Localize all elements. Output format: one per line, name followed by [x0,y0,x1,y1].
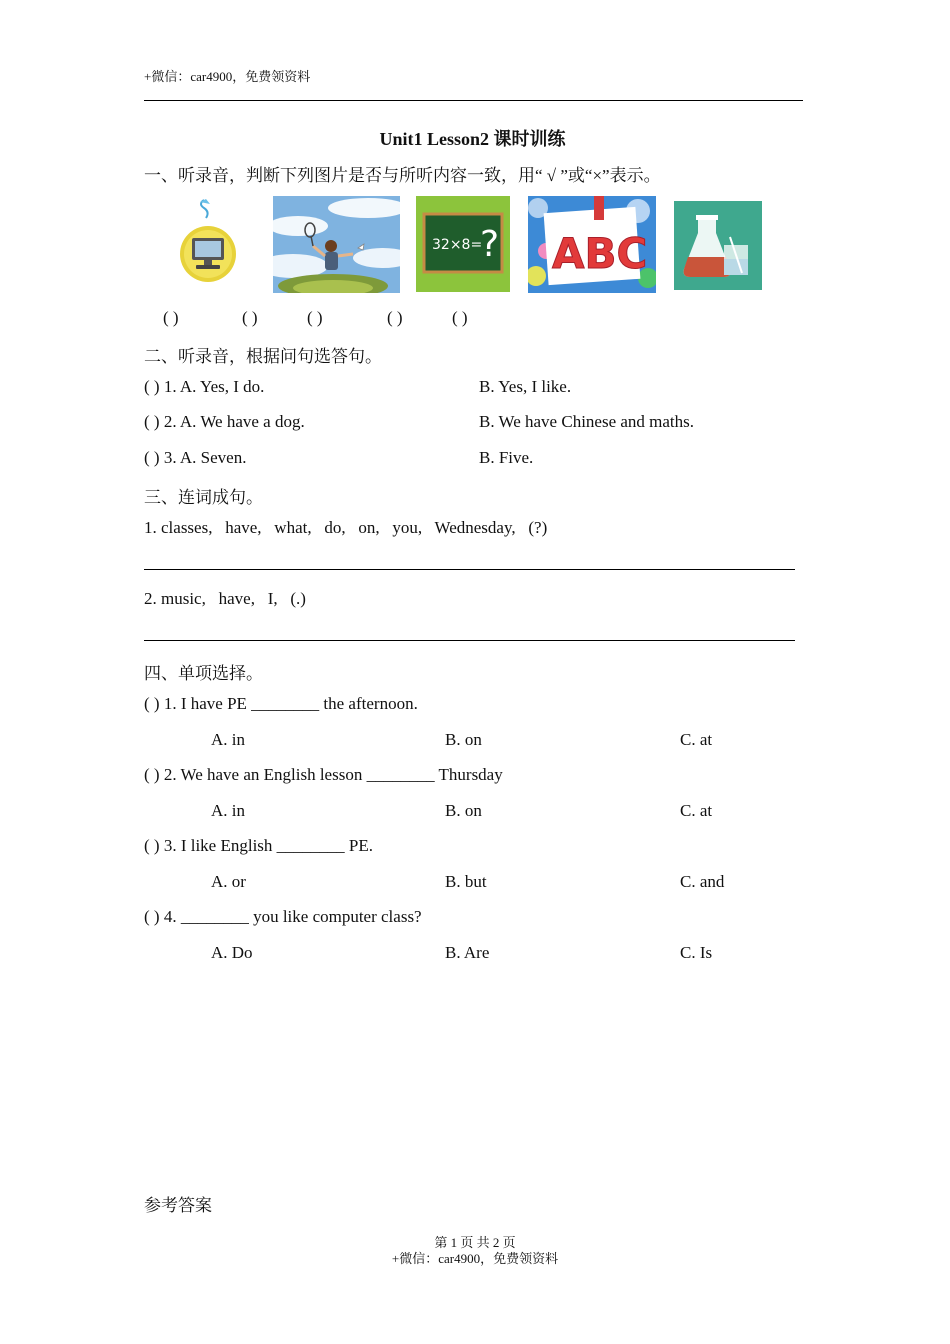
s4-q3-option-b: B. but [445,872,487,891]
s3-q1-words: 1. classes, have, what, do, on, you, Wednesday, (?) [144,518,548,537]
s4-q1-question: ( ) 1. I have PE ________ the afternoon. [144,694,418,713]
s4-q2-option-b: B. on [445,801,482,820]
answers-heading: 参考答案 [144,1196,212,1215]
footer-page-number: 第 1 页 共 2 页 [434,1235,516,1250]
header-wechat: +微信：car4900，免费领资料 [144,69,311,84]
s3-q2-words: 2. music, have, I, (.) [144,589,306,608]
page-title: Unit1 Lesson2 课时训练 [379,129,566,149]
section1-heading: 一、听录音，判断下列图片是否与所听内容一致，用“ √ ”或“×”表示。 [144,166,661,185]
computer-icon [176,196,240,288]
abc-letters [528,196,656,293]
s4-q2-question: ( ) 2. We have an English lesson ________ Thursday [144,765,503,784]
section2-heading: 二、听录音，根据问句选答句。 [144,347,382,366]
s4-q3-question: ( ) 3. I like English ________ PE. [144,836,374,855]
badminton-player [273,196,400,293]
s4-q1-option-b: B. on [445,730,482,749]
section4-heading: 四、单项选择。 [144,664,263,683]
s3-q1-answer-line[interactable] [144,569,795,570]
s2-q2-option-a: ( ) 2. A. We have a dog. [144,412,305,431]
abc-text: ABC [552,229,648,278]
bracket-3[interactable]: ( ) [307,308,323,327]
s2-q1-option-a: ( ) 1. A. Yes, I do. [144,377,265,396]
blackboard-question-mark: ? [480,224,500,265]
s2-q3-option-b: B. Five. [479,448,534,467]
s2-q3-option-a: ( ) 3. A. Seven. [144,448,247,467]
s2-q1-option-b: B. Yes, I like. [479,377,572,396]
bracket-5[interactable]: ( ) [452,308,468,327]
bracket-2[interactable]: ( ) [242,308,258,327]
s4-q4-question: ( ) 4. ________ you like computer class? [144,907,422,926]
math-blackboard [416,196,510,292]
blackboard-equation: 32×8= [432,237,483,253]
science-beaker [674,201,762,290]
s4-q3-option-c: C. and [680,872,725,891]
s4-q1-option-c: C. at [680,730,713,749]
s4-q4-option-a: A. Do [211,943,253,962]
s4-q4-option-b: B. Are [445,943,490,962]
s4-q4-option-c: C. Is [680,943,713,962]
s4-q1-option-a: A. in [211,730,245,749]
bracket-4[interactable]: ( ) [387,308,403,327]
s4-q3-option-a: A. or [211,872,246,891]
footer-wechat: +微信：car4900，免费领资料 [391,1251,559,1266]
s4-q2-option-a: A. in [211,801,245,820]
bracket-1[interactable]: ( ) [163,308,179,327]
section3-heading: 三、连词成句。 [144,488,263,507]
s2-q2-option-b: B. We have Chinese and maths. [479,412,695,431]
s4-q2-option-c: C. at [680,801,713,820]
header-divider [144,100,803,101]
s3-q2-answer-line[interactable] [144,640,795,641]
